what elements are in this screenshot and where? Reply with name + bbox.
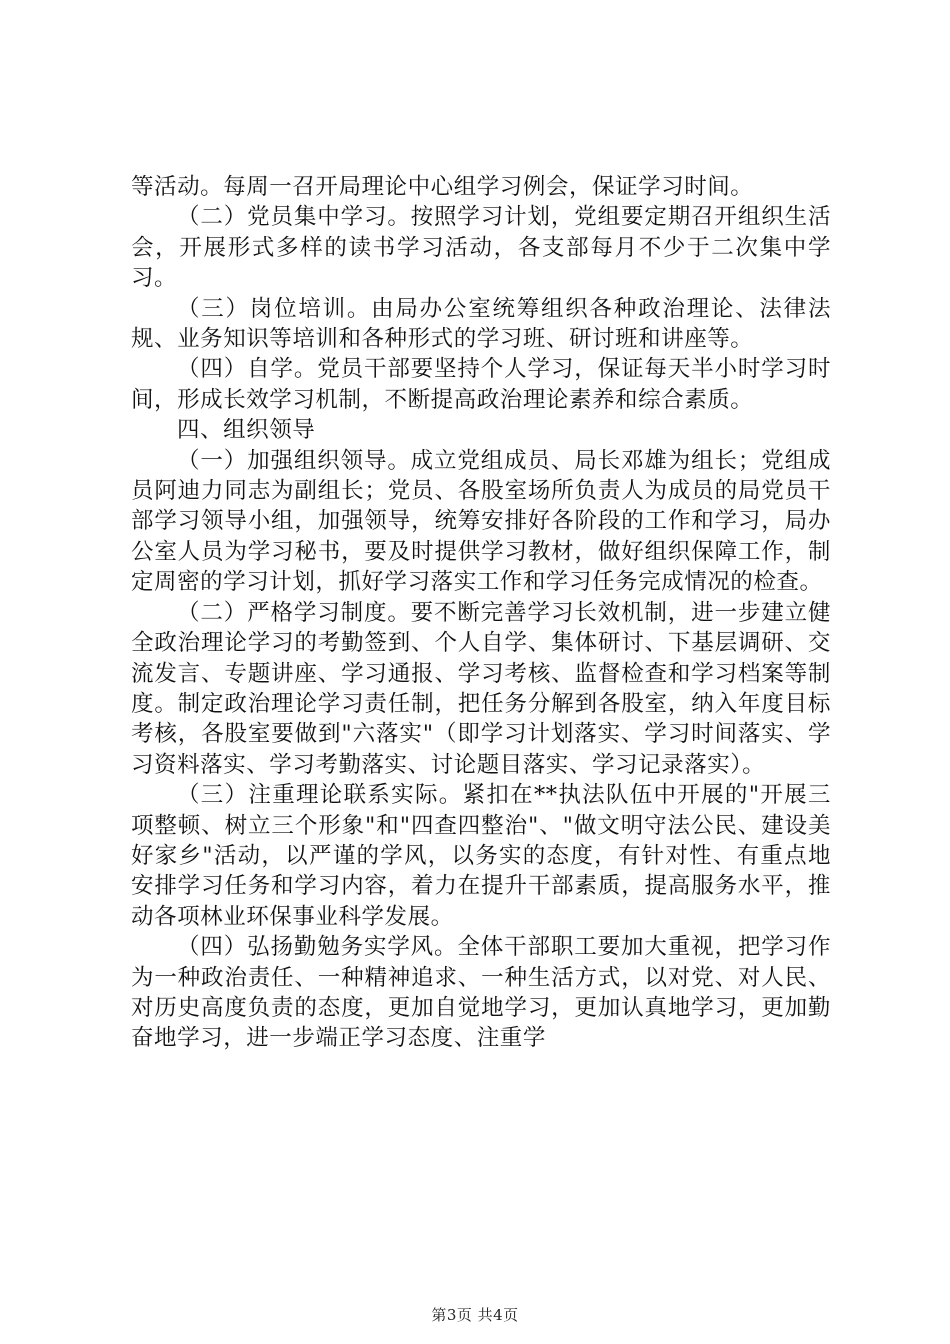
section-heading: 四、组织领导 [177,417,316,444]
paragraph: （三）岗位培训。由局办公室统筹组织各种政治理论、法律法规、业务知识等培训和各种形式的学习班、研讨班和讲座等。 [131,295,831,353]
paragraph: （四）弘扬勤勉务实学风。全体干部职工要加大重视，把学习作为一种政治责任、一种精神追求、一种生活方式，以对党、对人民、对历史高度负责的态度，更加自觉地学习，更加认真地学习，更加勤奋地学习，进一步端正学习态度、注重学 [131,934,831,1052]
paragraph: （二）党员集中学习。按照学习计划，党组要定期召开组织生活会，开展形式多样的读书学习活动，各支部每月不少于二次集中学习。 [131,204,831,292]
paragraph: （三）注重理论联系实际。紧扣在**执法队伍中开展的"开展三项整顿、树立三个形象"和"四查四整治"、"做文明守法公民、建设美好家乡"活动，以严谨的学风，以务实的态度，有针对性、有重点地安排学习任务和学习内容，着力在提升干部素质，提高服务水平，推动各项林业环保事业科学发展。 [131,782,831,930]
paragraph: （四）自学。党员干部要坚持个人学习，保证每天半小时学习时间，形成长效学习机制，不断提高政治理论素养和综合素质。 [131,356,831,413]
page-footer: 第3页 共4页 [431,1306,519,1324]
paragraph: 等活动。每周一召开局理论中心组学习例会，保证学习时间。 [131,174,754,200]
document-body [131,172,831,1054]
paragraph: （一）加强组织领导。成立党组成员、局长邓雄为组长；党组成员阿迪力同志为副组长；党员、各股室场所负责人为成员的局党员干部学习领导小组，加强领导，统筹安排好各阶段的工作和学习，局办公室人员为学习秘书，要及时提供学习教材，做好组织保障工作，制定周密的学习计划，抓好学习落实工作和学习任务完成情况的检查。 [131,447,831,596]
paragraph: （二）严格学习制度。要不断完善学习长效机制，进一步建立健全政治理论学习的考勤签到、个人自学、集体研讨、下基层调研、交流发言、专题讲座、学习通报、学习考核、监督检查和学习档案等制度。制定政治理论学习责任制，把任务分解到各股室，纳入年度目标考核，各股室要做到"六落实"（即学习计划落实、学习时间落实、学习资料落实、学习考勤落实、讨论题目落实、学习记录落实）。 [131,599,831,778]
